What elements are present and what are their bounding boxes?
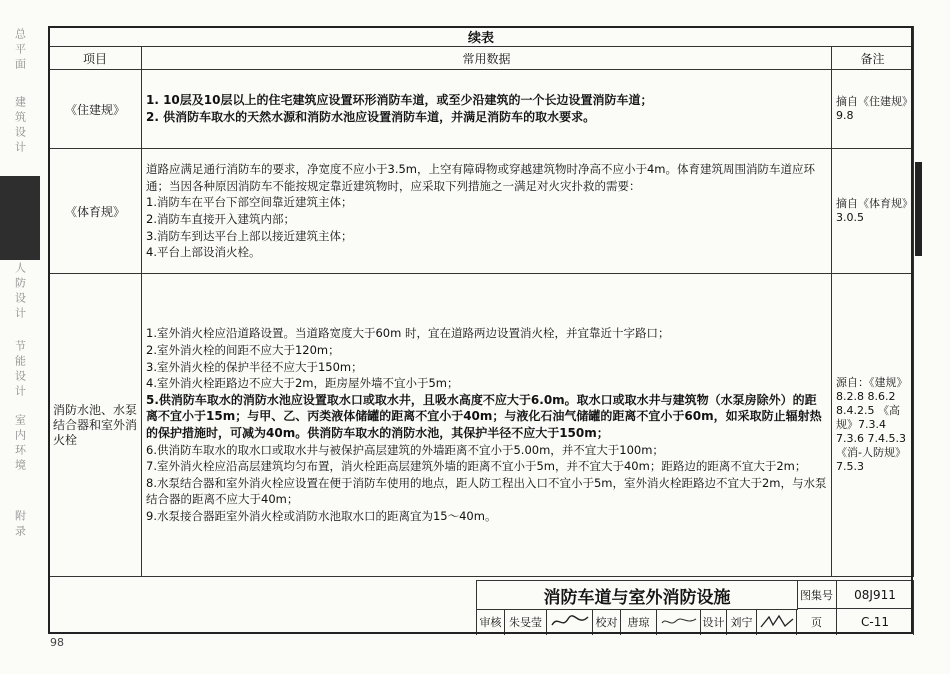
- row-note: 源自：《建规》8.2.8 8.6.2 8.4.2.5 《高规》7.3.4 7.3.6 7.4.5.3 《消-人防规》7.5.3: [832, 274, 914, 577]
- data-line: 1.消防车在平台下部空间靠近建筑主体；: [146, 195, 353, 210]
- data-line: 6.供消防车取水的取水口或取水井与被保护高层建筑的外墙距离不宜小于5.00m，并不宜大于100m；: [146, 442, 664, 457]
- design-label: 设计: [701, 609, 727, 635]
- sidebar-label: 附录: [13, 510, 27, 540]
- page-code: C-11: [837, 609, 914, 635]
- data-line: 2. 供消防车取水的天然水源和消防水池应设置消防车道，并满足消防车的取水要求。: [146, 110, 596, 124]
- data-line: 9.水泵接合器距室外消火栓或消防水池取水口的距离宜为15～40m。: [146, 508, 497, 523]
- sidebar-label: 人防设计: [13, 262, 27, 322]
- data-line: 7.室外消火栓应沿高层建筑均匀布置，消火栓距高层建筑外墙的距离不宜小于5m，并不宜大于40m；距路边的距离不宜大于2m；: [146, 459, 807, 474]
- drawing-title: 消防车道与室外消防设施: [477, 581, 798, 610]
- sidebar-section-appendix: [0, 510, 40, 540]
- data-line: 3.消防车到达平台上部以接近建筑主体；: [146, 228, 353, 243]
- sidebar-active-tab: [0, 176, 40, 260]
- header-note: 备注: [832, 47, 914, 70]
- review-label: 审核: [477, 609, 505, 635]
- sidebar-section-site-plan: [0, 28, 40, 73]
- data-line: 2.消防车直接开入建筑内部；: [146, 212, 295, 226]
- sidebar-section-civil-defense: [0, 262, 40, 322]
- data-line: 道路应满足通行消防车的要求，净宽度不应小于3.5m，上空有障碍物或穿越建筑物时净高不应小于4m。体育建筑周围消防车道应环通；当因各种原因消防车不能按规定靠近建筑物时，应采取下列措施之一满足对火灾扑救的需要：: [146, 162, 816, 193]
- row-item: 《住建规》: [49, 70, 142, 149]
- atlas-label: 图集号: [797, 581, 837, 609]
- data-line: 4.平台上部设消火栓。: [146, 245, 261, 260]
- data-line: 5.供消防车取水的消防水池应设置取水口或取水井，且吸水高度不应大于6.0m。取水口或取水井与建筑物（水泵房除外）的距离不宜小于15m；与甲、乙、丙类液体储罐的距离不宜小于40m；与液化石油气储罐的距离不宜小于60m，如采取防止辐射热的保护措施时，可减为40m。供消防车取水的消防水池，其保护半径不应大于150m；: [146, 392, 822, 440]
- proof-label: 校对: [593, 609, 621, 635]
- page-frame: [48, 26, 913, 634]
- sidebar-label: 建筑设计: [13, 96, 27, 156]
- page-number: 98: [50, 636, 64, 649]
- sidebar-label: 室内环境: [13, 414, 27, 474]
- sidebar-section-energy: [0, 340, 40, 400]
- design-name: 刘宁: [727, 609, 757, 635]
- page-label: 页: [797, 609, 837, 635]
- atlas-number: 08J911: [837, 581, 914, 609]
- header-data: 常用数据: [142, 47, 832, 70]
- data-line: 8.水泵结合器和室外消火栓应设置在便于消防车使用的地点，距人防工程出入口不宜小于5m，室外消火栓距路边不宜大于2m，与水泵结合器的距离不应大于40m；: [146, 475, 827, 507]
- review-name: 朱旻莹: [505, 609, 547, 635]
- page-edge-marker: [915, 162, 922, 256]
- sidebar-section-indoor: [0, 414, 40, 474]
- row-note: 摘自《体育规》3.0.5: [832, 149, 914, 274]
- data-line: 2.室外消火栓的间距不应大于120m；: [146, 343, 340, 358]
- data-line: 4.室外消火栓距路边不应大于2m，距房屋外墙不宜小于5m；: [146, 376, 459, 391]
- row-item: 消防水池、水泵结合器和室外消火栓: [49, 274, 142, 577]
- header-item: 项目: [49, 47, 142, 70]
- sidebar-section-architecture: [0, 96, 40, 156]
- data-line: 1. 10层及10层以上的住宅建筑应设置环形消防车道，或至少沿建筑的一个长边设置消防车道；: [146, 93, 653, 108]
- row-note: 摘自《住建规》9.8: [832, 70, 914, 149]
- data-line: 3.室外消火栓的保护半径不应大于150m；: [146, 359, 363, 374]
- proof-name: 唐琼: [621, 609, 657, 635]
- row-item: 《体育规》: [49, 149, 142, 274]
- sidebar-label: 节能设计: [13, 340, 27, 400]
- table-title: 续表: [49, 27, 914, 47]
- sidebar-label: 总平面: [13, 28, 27, 73]
- data-line: 1.室外消火栓应沿道路设置。当道路宽度大于60m 时，宜在道路两边设置消火栓，并宜靠近十字路口；: [146, 326, 670, 341]
